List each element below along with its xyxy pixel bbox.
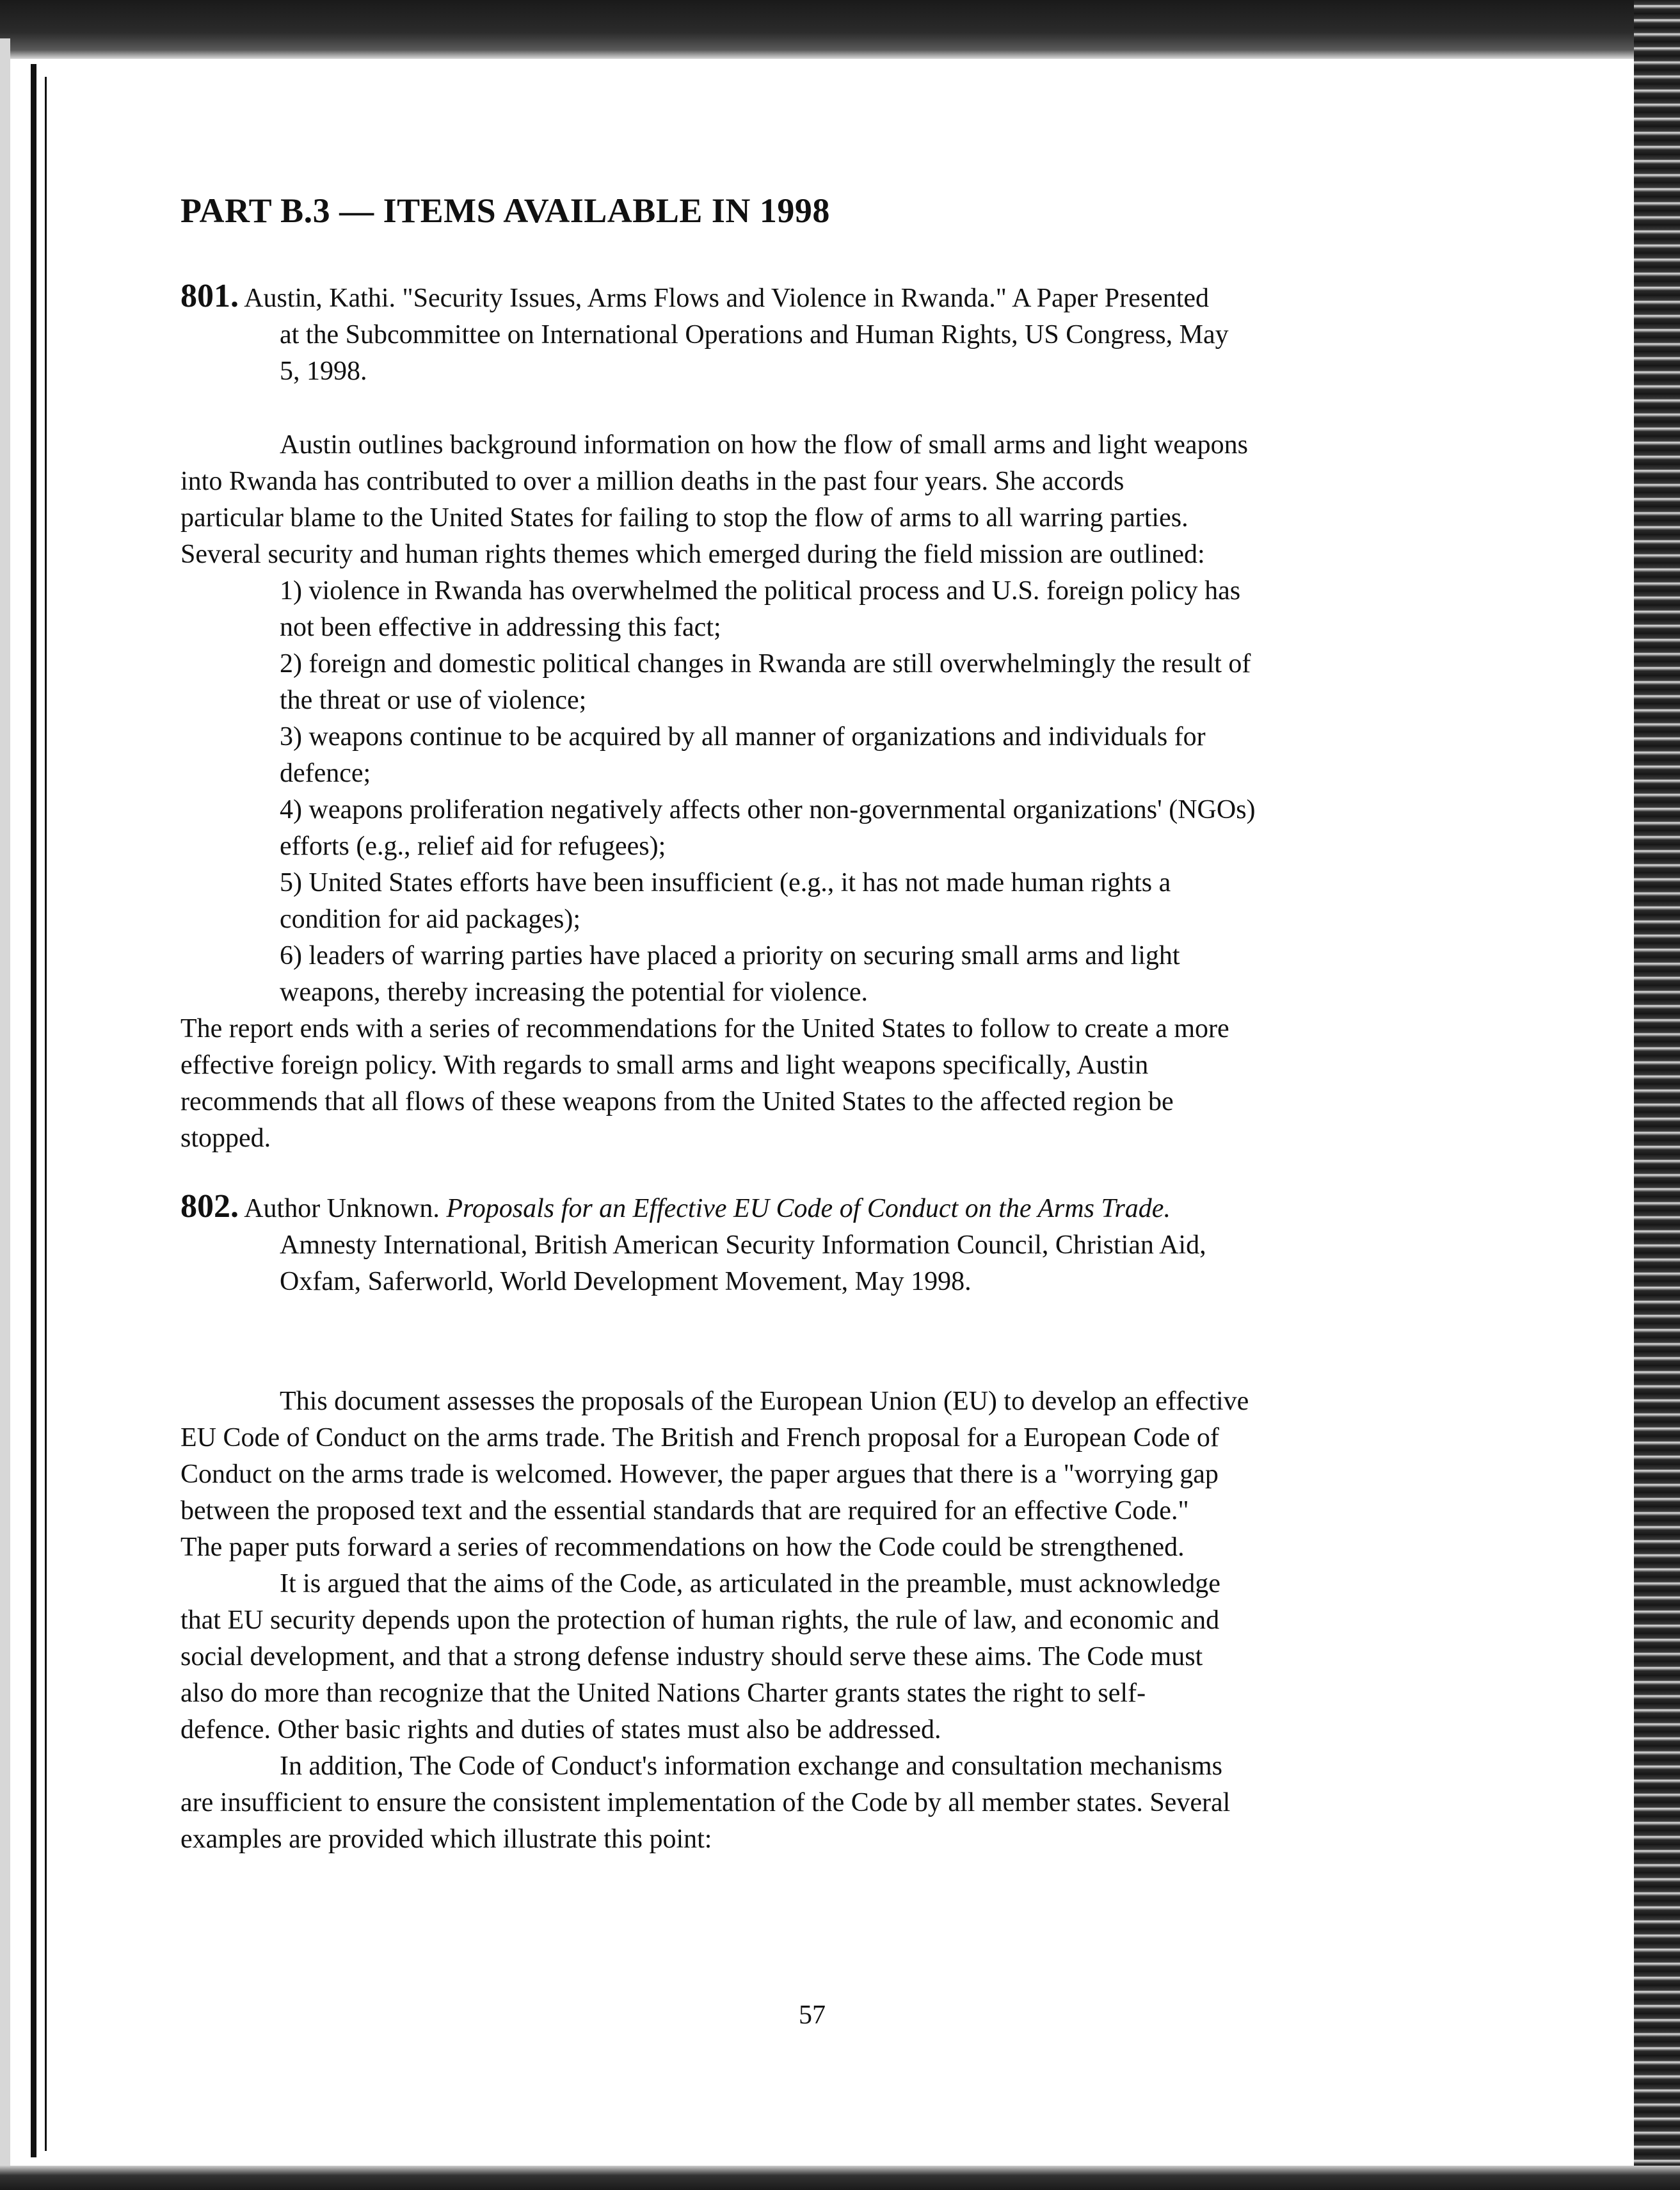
- theme-item: 3) weapons continue to be acquired by all manner of organizations and individuals for: [280, 722, 1206, 752]
- paragraph-line: also do more than recognize that the United Nations Charter grants states the right to self-: [180, 1679, 1146, 1708]
- theme-item-cont: the threat or use of violence;: [280, 686, 587, 715]
- paragraph-line: In addition, The Code of Conduct's information exchange and consultation mechanisms: [280, 1751, 1222, 1781]
- paragraph-line: Conduct on the arms trade is welcomed. However, the paper argues that there is a "worrying gap: [180, 1460, 1219, 1489]
- entry-802-summary: [180, 1383, 1448, 1858]
- conclusion-line: The report ends with a series of recommendations for the United States to follow to create a more: [180, 1014, 1229, 1043]
- entry-number: 802.: [180, 1188, 239, 1225]
- summary-line: Several security and human rights themes which emerged during the field mission are outlined:: [180, 540, 1205, 569]
- theme-list: [180, 573, 1448, 1011]
- citation-title: Proposals for an Effective EU Code of Conduct on the Arms Trade.: [446, 1194, 1171, 1223]
- conclusion-line: recommends that all flows of these weapons from the United States to the affected region be: [180, 1087, 1174, 1116]
- paragraph-line: It is argued that the aims of the Code, as articulated in the preamble, must acknowledge: [280, 1569, 1220, 1598]
- theme-item-cont: defence;: [280, 759, 371, 788]
- summary-line: Austin outlines background information on how the flow of small arms and light weapons: [280, 430, 1248, 460]
- citation-line: at the Subcommittee on International Operations and Human Rights, US Congress, May: [280, 320, 1229, 350]
- theme-item: 5) United States efforts have been insufficient (e.g., it has not made human rights a: [280, 868, 1171, 898]
- theme-item-cont: condition for aid packages);: [280, 905, 580, 934]
- paragraph-line: examples are provided which illustrate this point:: [180, 1824, 712, 1854]
- paragraph-line: defence. Other basic rights and duties of states must also be addressed.: [180, 1715, 941, 1744]
- paragraph-line: social development, and that a strong defense industry should serve these aims. The Code must: [180, 1642, 1203, 1671]
- paragraph-line: that EU security depends upon the protection of human rights, the rule of law, and economic and: [180, 1606, 1220, 1635]
- theme-item: 4) weapons proliferation negatively affects other non-governmental organizations' (NGOs): [280, 795, 1256, 825]
- entry-number: 801.: [180, 278, 239, 314]
- theme-item: 2) foreign and domestic political changes in Rwanda are still overwhelmingly the result of: [280, 649, 1251, 679]
- summary-line: into Rwanda has contributed to over a million deaths in the past four years. She accords: [180, 467, 1124, 496]
- entry-801-citation: [180, 278, 1435, 390]
- entry-801-summary: [180, 427, 1448, 1157]
- paragraph-line: between the proposed text and the essential standards that are required for an effective Code.": [180, 1496, 1189, 1526]
- theme-item-cont: not been effective in addressing this fact;: [280, 613, 721, 642]
- part-title: PART B.3 — ITEMS AVAILABLE IN 1998: [180, 191, 830, 230]
- paragraph-line: are insufficient to ensure the consistent implementation of the Code by all member states. Several: [180, 1788, 1231, 1817]
- entry-802-citation: [180, 1188, 1435, 1300]
- paragraph-line: The paper puts forward a series of recommendations on how the Code could be strengthened.: [180, 1533, 1185, 1562]
- citation-line: Amnesty International, British American Security Information Council, Christian Aid,: [280, 1230, 1206, 1260]
- citation-line: Oxfam, Saferworld, World Development Movement, May 1998.: [280, 1267, 972, 1296]
- citation-line: Austin, Kathi. "Security Issues, Arms Flows and Violence in Rwanda." A Paper Presented: [244, 284, 1210, 313]
- citation-line: 5, 1998.: [280, 357, 367, 386]
- theme-item: 1) violence in Rwanda has overwhelmed the political process and U.S. foreign policy has: [280, 576, 1241, 606]
- theme-item-cont: efforts (e.g., relief aid for refugees);: [280, 832, 666, 861]
- paragraph-line: EU Code of Conduct on the arms trade. The British and French proposal for a European Code of: [180, 1423, 1219, 1453]
- citation-author: Author Unknown.: [244, 1194, 440, 1223]
- conclusion-line: effective foreign policy. With regards to small arms and light weapons specifically, Austin: [180, 1051, 1149, 1080]
- page-number: 57: [799, 2001, 826, 2030]
- theme-item-cont: weapons, thereby increasing the potential for violence.: [280, 978, 868, 1007]
- conclusion-line: stopped.: [180, 1123, 271, 1153]
- paragraph-line: This document assesses the proposals of the European Union (EU) to develop an effective: [280, 1387, 1249, 1416]
- theme-item: 6) leaders of warring parties have placed a priority on securing small arms and light: [280, 941, 1180, 970]
- summary-line: particular blame to the United States for failing to stop the flow of arms to all warring parties.: [180, 503, 1188, 533]
